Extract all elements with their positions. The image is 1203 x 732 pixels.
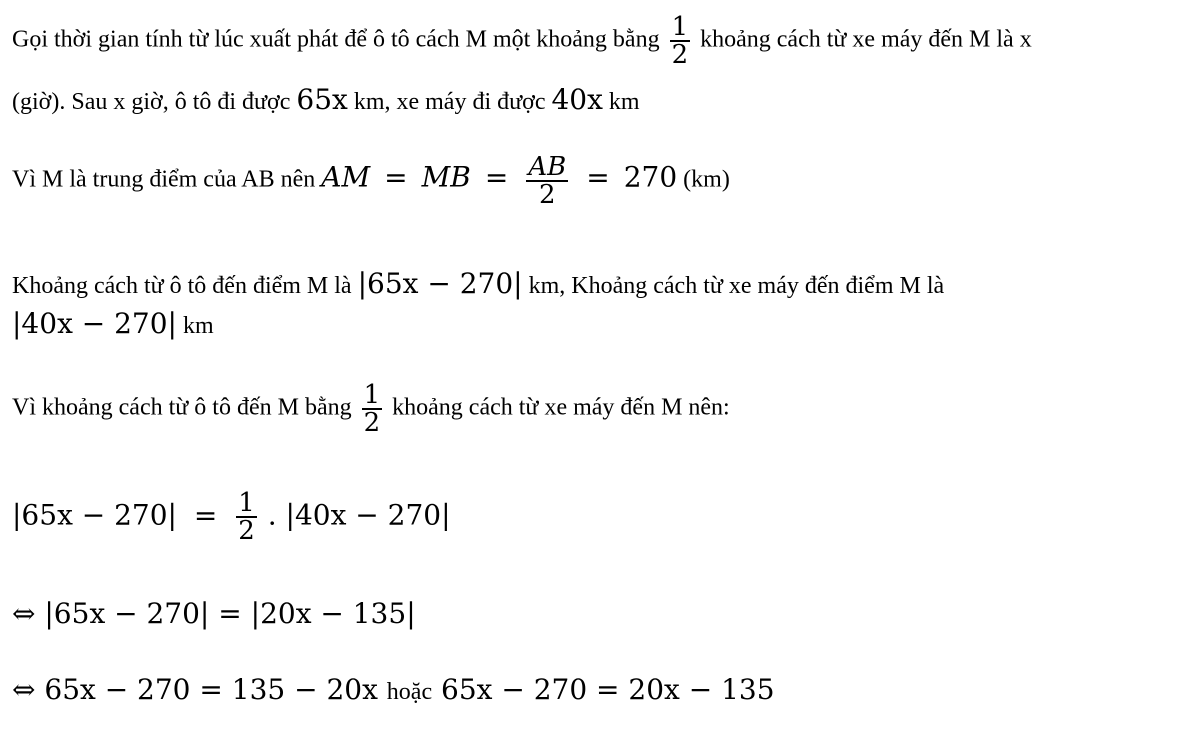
- paragraph-1-line-2: [12, 83, 640, 116]
- fraction-one-half: [362, 382, 383, 436]
- equation-2: [12, 597, 416, 630]
- p3-text-a: Khoảng cách từ ô tô đến điểm M là: [12, 273, 352, 299]
- frac-denominator: 2: [526, 180, 568, 208]
- paragraph-1-line-1: [12, 14, 1032, 68]
- eq3-left: 65x − 270 = 135 − 20x: [44, 673, 378, 706]
- p1-text-a: Gọi thời gian tính từ lúc xuất phát để ô tô cách M một khoảng bằng: [12, 26, 660, 53]
- fraction-one-half: [236, 490, 257, 544]
- eq3-word-or: hoặc: [386, 679, 433, 705]
- p4-text-a: Vì khoảng cách từ ô tô đến M bằng: [12, 394, 352, 421]
- math-value-270: 270: [623, 160, 678, 194]
- eq1-rhs: . |40x − 270|: [267, 498, 451, 532]
- frac-numerator: 1: [238, 488, 255, 518]
- math-eq-3: =: [586, 160, 610, 194]
- eq2-text: |65x − 270| = |20x − 135|: [44, 597, 416, 630]
- p2-text-a: Vì M là trung điểm của AB nên: [12, 166, 316, 193]
- p1-text-d: km, xe máy đi được: [353, 89, 546, 115]
- math-car-distance: 65x: [296, 83, 348, 116]
- math-moto-abs: |40x − 270|: [12, 307, 177, 340]
- math-moto-distance: 40x: [551, 83, 603, 116]
- fraction-one-half: [670, 14, 691, 68]
- eq1-lhs: |65x − 270|: [12, 498, 177, 532]
- p1-text-b: khoảng cách từ xe máy đến M là x: [700, 26, 1032, 53]
- eq3-right: 65x − 270 = 20x − 135: [441, 673, 775, 706]
- equivalence-symbol: ⇔: [12, 597, 36, 630]
- equation-1: [12, 490, 451, 544]
- equation-3: [12, 673, 775, 706]
- eq1-eq: =: [193, 498, 218, 532]
- p2-unit: (km): [683, 166, 730, 193]
- equivalence-symbol: ⇔: [12, 673, 36, 706]
- math-mb: MB: [421, 160, 471, 194]
- frac-denominator: 2: [671, 40, 689, 70]
- paragraph-2: [12, 154, 730, 208]
- p3-text-c: km: [183, 313, 214, 339]
- frac-denominator: 2: [363, 408, 381, 438]
- math-eq-2: =: [484, 160, 509, 194]
- fraction-ab-over-2: [526, 154, 568, 208]
- paragraph-3-line-2: [12, 307, 214, 340]
- frac-numerator: 1: [363, 380, 381, 410]
- p4-text-b: khoảng cách từ xe máy đến M nên:: [392, 394, 730, 421]
- math-car-abs: |65x − 270|: [357, 267, 523, 300]
- frac-numerator: 1: [671, 12, 689, 42]
- paragraph-3-line-1: [12, 267, 945, 300]
- p3-text-b: km, Khoảng cách từ xe máy đến điểm M là: [528, 273, 945, 299]
- p1-text-e: km: [608, 89, 640, 115]
- p1-text-c: (giờ). Sau x giờ, ô tô đi được: [12, 89, 291, 115]
- frac-denominator: 2: [238, 516, 255, 546]
- frac-numerator: AB: [528, 152, 567, 182]
- paragraph-4: [12, 382, 730, 436]
- math-am: AM: [321, 160, 371, 194]
- math-eq-1: =: [384, 160, 408, 194]
